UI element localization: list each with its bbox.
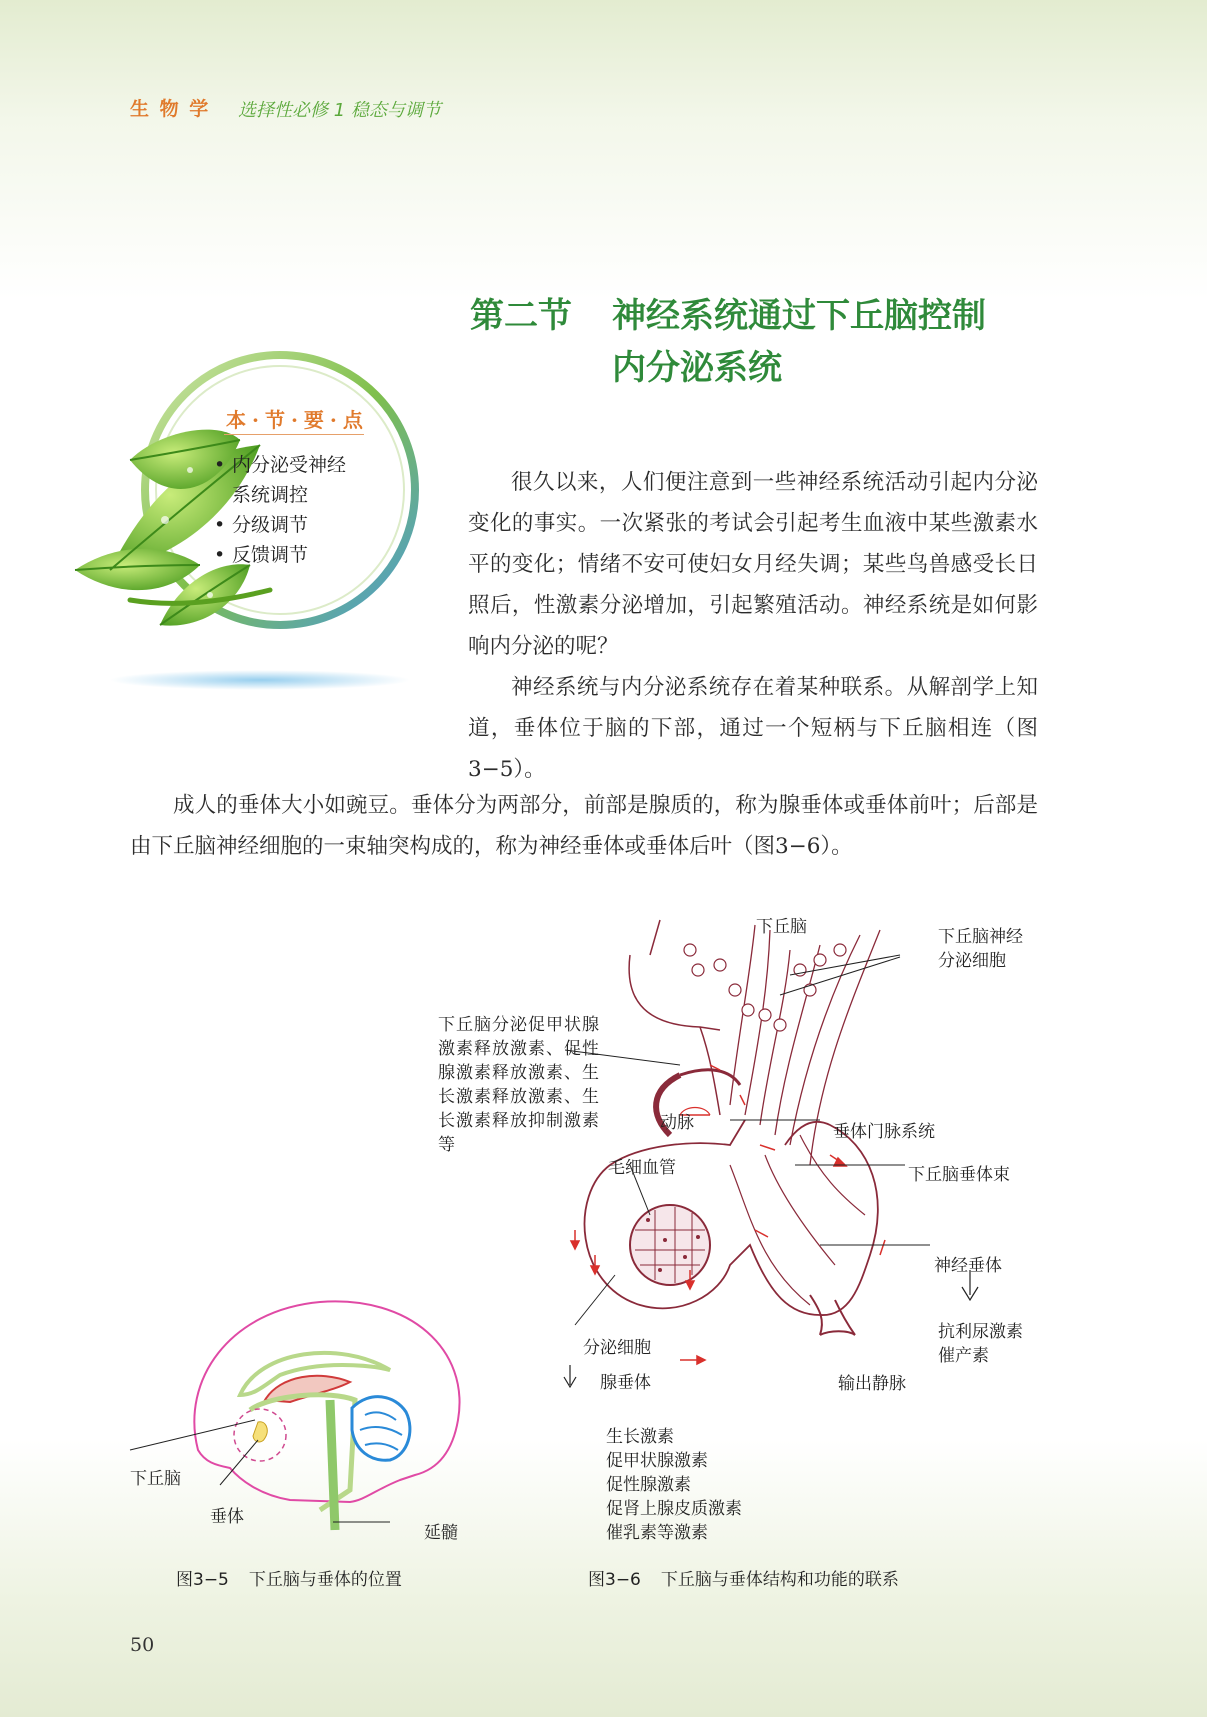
hormone-item: 抗利尿激素 xyxy=(938,1322,1023,1342)
key-point-item: • 分级调节 xyxy=(214,510,362,540)
figure-3-6-caption xyxy=(588,1565,899,1590)
key-points-divider xyxy=(224,434,364,435)
section-title xyxy=(470,290,986,394)
header-book-title: 选择性必修 1 稳态与调节 xyxy=(238,100,441,121)
fig36-label-tract: 下丘脑垂体束 xyxy=(908,1165,1010,1185)
key-points-title: 本·节·要·点 xyxy=(226,408,369,432)
figure-3-5-caption xyxy=(176,1565,402,1590)
fig35-label-pituitary: 垂体 xyxy=(210,1507,244,1527)
page-number: 50 xyxy=(130,1634,155,1656)
fig36-label-hypothalamus: 下丘脑 xyxy=(756,917,807,937)
hormone-item: 促肾上腺皮质激素 xyxy=(606,1499,742,1519)
fig36-label-neurosecretory: 下丘脑神经分泌细胞 xyxy=(938,927,1023,971)
fig36-label-neurohypophysis: 神经垂体 xyxy=(934,1256,1002,1276)
fig36-label-vein: 输出静脉 xyxy=(838,1374,906,1394)
hormone-item: 促甲状腺激素 xyxy=(606,1451,708,1471)
fig36-label-portal: 垂体门脉系统 xyxy=(833,1122,935,1142)
fig36-label-capillary: 毛细血管 xyxy=(608,1158,676,1178)
hormone-item: 促性腺激素 xyxy=(606,1475,691,1495)
hormone-item: 催产素 xyxy=(938,1346,989,1366)
key-point-item: • 内分泌受神经系统调控 xyxy=(214,450,362,510)
fig36-posterior-hormones xyxy=(938,1320,1023,1368)
header-subject: 生 物 学 xyxy=(130,98,211,120)
section-title-line1: 神经系统通过下丘脑控制 xyxy=(612,296,986,336)
fig36-label-artery: 动脉 xyxy=(660,1113,694,1133)
figure-3-5-title: 下丘脑与垂体的位置 xyxy=(248,1570,402,1590)
section-title-line2: 内分泌系统 xyxy=(612,348,782,388)
section-number: 第二节 xyxy=(470,296,572,336)
hormone-item: 生长激素 xyxy=(606,1427,674,1447)
fig36-label-adenohypophysis: 腺垂体 xyxy=(600,1373,651,1393)
key-points-list xyxy=(214,450,362,570)
body-paragraph-3: 成人的垂体大小如豌豆。垂体分为两部分，前部是腺质的，称为腺垂体或垂体前叶；后部是由下丘脑神经细胞的一束轴突构成的，称为神经垂体或垂体后叶（图3−6）。 xyxy=(130,793,1038,859)
key-point-item: • 反馈调节 xyxy=(214,540,362,570)
hormone-item: 催乳素等激素 xyxy=(606,1523,708,1543)
fig36-label-secretory-cells: 分泌细胞 xyxy=(583,1338,651,1358)
fig35-label-hypothalamus: 下丘脑 xyxy=(130,1469,181,1489)
fig36-anterior-hormones xyxy=(606,1425,742,1545)
fig36-label-releasing-hormones: 下丘脑分泌促甲状腺激素释放激素、促性腺激素释放激素、生长激素释放激素、生长激素释放抑制激素等 xyxy=(438,1015,600,1155)
body-paragraph-1: 很久以来，人们便注意到一些神经系统活动引起内分泌变化的事实。一次紧张的考试会引起考生血液中某些激素水平的变化；情绪不安可使妇女月经失调；某些鸟兽感受长日照后，性激素分泌增加，引起繁殖活动。神经系统是如何影响内分泌的呢？ xyxy=(468,470,1038,659)
body-paragraph-2: 神经系统与内分泌系统存在着某种联系。从解剖学上知道，垂体位于脑的下部，通过一个短柄与下丘脑相连（图3−5）。 xyxy=(468,675,1038,782)
figure-3-6-number: 图3−6 xyxy=(588,1570,641,1590)
fig35-label-medulla: 延髓 xyxy=(424,1523,458,1543)
figure-3-5-number: 图3−5 xyxy=(176,1570,229,1590)
figure-3-6-title: 下丘脑与垂体结构和功能的联系 xyxy=(660,1570,899,1590)
